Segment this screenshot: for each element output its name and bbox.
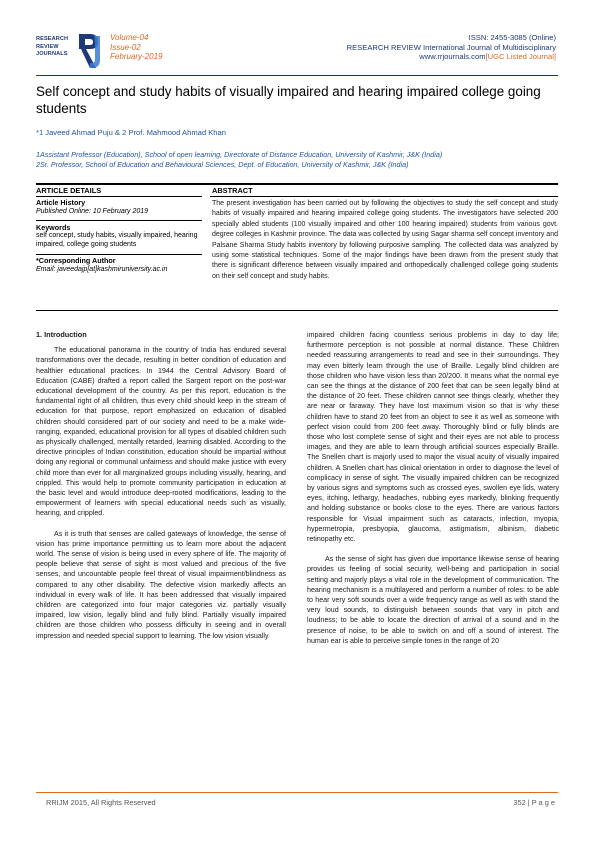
abstract-head-rule xyxy=(210,196,558,197)
body-paragraph: The educational panorama in the country of India has endured several transformations over the decade, resulting in better condition of education and healthier educational practices. In 1944 the Central Advisory Board of Education (CABE) drafted a report called the Sargent report on the post-war educational development of the country. As per this report, education is the fundamental right of all children, thus every child should keep in the stream of education for that purpose, report emphasized on education of disabled children should considered part of our society and need to be a make wide-ranging, expanded, educational provision for all types of disabled children such as physically challenged, mentally retarded, learning disabled. According to the directive principles of Indian constitution, education should be impartial without doing any regional or communal unfairness and should make justice with every child more than ever for all marginalized groups including visually, hearing, and crippled. This would help to promote community participation in education at the basic level and would introduce deep-rooted modifications, leading to the empowerment of learners with special educational needs such as visually, hearing, and crippled. xyxy=(36,346,286,518)
logo-line-research: RESEARCH xyxy=(36,36,69,42)
header-divider xyxy=(36,75,558,76)
journal-web-line xyxy=(347,52,556,62)
details-separator xyxy=(36,254,202,255)
logo-line-review: REVIEW xyxy=(36,43,59,50)
details-bottom-rule xyxy=(36,310,558,311)
journal-info xyxy=(347,33,556,62)
corresponding-author-label: *Corresponding Author xyxy=(36,256,116,266)
keywords: self concept, study habits, visually impaired, hearing impaired, college going students xyxy=(36,232,198,248)
footer-divider xyxy=(36,792,558,793)
body-left-column xyxy=(36,330,286,641)
journal-website-link[interactable]: www.rrjournals.com xyxy=(419,52,486,62)
details-top-rule xyxy=(36,183,558,185)
issue-date: February-2019 xyxy=(110,52,163,62)
issue-label: Issue-02 xyxy=(110,42,141,52)
abstract-text: The present investigation has been carried out by following the objectives to study the self concept and study habits of visually impaired and hearing impaired college going students. The investigators have selected 200 specially abled students (100 visually impaired and other 100 hearing impaired) students from various govt. degree colleges in Kashmir province. The data was collected by using Sagar sharma self concept inventory and Palsane Sharma Study habits inventory by following purposive sampling. The collected data was analyzed by using some statistical techniques. Some of the major findings have been drawn from the present study that there is significant difference between visually impaired and orthopedically challenged college going students on their self concept and study habits. xyxy=(212,200,558,280)
body-paragraph: As the sense of sight has given due importance likewise sense of hearing provides us feeling of social security, well-being and participation in social setting and majorly plays a vital role in the development of communication. The hearing mechanism is a multilayered and perform a number of roles: to be able to hear very soft sounds over a wide frequency range as well as with stand the very loud sounds, to distinguish between sounds that vary in pitch and loudness; to be able to locate the direction of arrival of a sound and in the presence of noise, to be able to switch on and off a sound of interest. The human ear is able to perceive simple tones in the range of 20 xyxy=(307,555,559,645)
ugc-label: [UGC Listed Journal] xyxy=(485,52,556,62)
journal-logo xyxy=(36,30,106,72)
section-heading: 1. Introduction xyxy=(36,330,87,339)
details-separator xyxy=(36,220,202,221)
body-paragraph: As it is truth that senses are called gateways of knowledge, the sense of vision has prime importance permitting us to learn more about the adjacent world. The sense of vision is being used in every sphere of life. The majority of people believe that sense of sight is most valued and precious of the five senses, and uncountable people feel threat of visual impairment/blindness as compared to any other disability. The defective vision markedly affects an individual in every walk of life. It has been addressed that visually impaired children are categorized into four major categories viz. partially visually impaired, low vision, legally blind and fully blind. Partially visually impaired children are those children who possess difficulty in seeing and in overall impression and needed special support to learning. The low vision visually xyxy=(36,529,286,640)
footer-copyright: RRIJM 2015, All Rights Reserved xyxy=(46,798,156,807)
published-date: Published Online: 10 February 2019 xyxy=(36,207,149,215)
journal-name: RESEARCH REVIEW International Journal of Multidisciplinary xyxy=(346,42,556,52)
article-details xyxy=(36,199,202,274)
affiliations xyxy=(36,150,556,170)
issn: ISSN: 2455-3085 (Online) xyxy=(468,33,556,42)
corresponding-email: Email: javeedajp[at]kashmiruniversity.ac.in xyxy=(36,265,168,273)
article-history-label: Article History xyxy=(36,198,86,207)
details-head-rule xyxy=(36,196,202,197)
affiliation-2: 2Sr. Professor, School of Education and Behavioural Sciences, Dept. of Education, University of Kashmir, J&K (India) xyxy=(36,159,409,169)
logo-text xyxy=(36,36,68,59)
rrj-logo-icon xyxy=(76,32,106,72)
paper-authors: *1 Javeed Ahmad Puju & 2 Prof. Mahmood Ahmad Khan xyxy=(36,128,226,137)
body-right-column xyxy=(307,330,559,646)
volume-label: Volume-04 xyxy=(110,33,149,42)
affiliation-1: 1Assistant Professor (Education), School of open learning, Directorate of Distance Education, University of Kashmir, J&K (India) xyxy=(36,150,443,159)
logo-line-journals: JOURNALS xyxy=(36,51,68,58)
body-paragraph: impaired children facing countless serious problems in day to day life; furthermore perception is not possible at normal distance. These Children needed reassuring arrangements to read and see in their surroundings. They may even bitterly learn through the use of Braille. Legally blind children are those children who have vision less than 20/200. It means what the normal eye can see the things at the distance of 200 feet that can be seen legally blind at the distance of 20 feet. These children cannot see things clearly, whether they are near or faraway. They have lost maximum vision so that is why these children have to stand 20 feet from an object to see it as well as someone with perfect vision could from 200 feet away. Thoroughly blind or fully blinds are those who lost complete sense of sight and their eyes are not able to process images, and they are able to learn through artificial sources especially Braille. The Snellen chart is majorly used to major the visual acuity of visually impaired children. A Snellen chart has clinical orientation in order to diagnose the level of complicacy in sense of sight. The visually impaired children can be recognized by various signs and symptoms such as crossed eyes, swollen eye lids, watery eyes, itching, lethargy, headaches, rubbing eyes markedly, blinking frequently and holding substance or books close to the eyes. There are various factors responsible for Visual impairment such as cataracts, infection, myopia, hypermetropia, presbyopia, glaucoma, astigmatism, albinism, diabetic retinopathy etc. xyxy=(307,331,559,544)
article-details-heading: ARTICLE DETAILS xyxy=(36,186,102,195)
issue-info xyxy=(110,33,162,62)
page-number: 352 | P a g e xyxy=(513,798,555,807)
keywords-label: Keywords xyxy=(36,222,71,232)
abstract-heading: ABSTRACT xyxy=(212,186,253,195)
paper-title: Self concept and study habits of visually impaired and hearing impaired college going students xyxy=(36,84,541,116)
